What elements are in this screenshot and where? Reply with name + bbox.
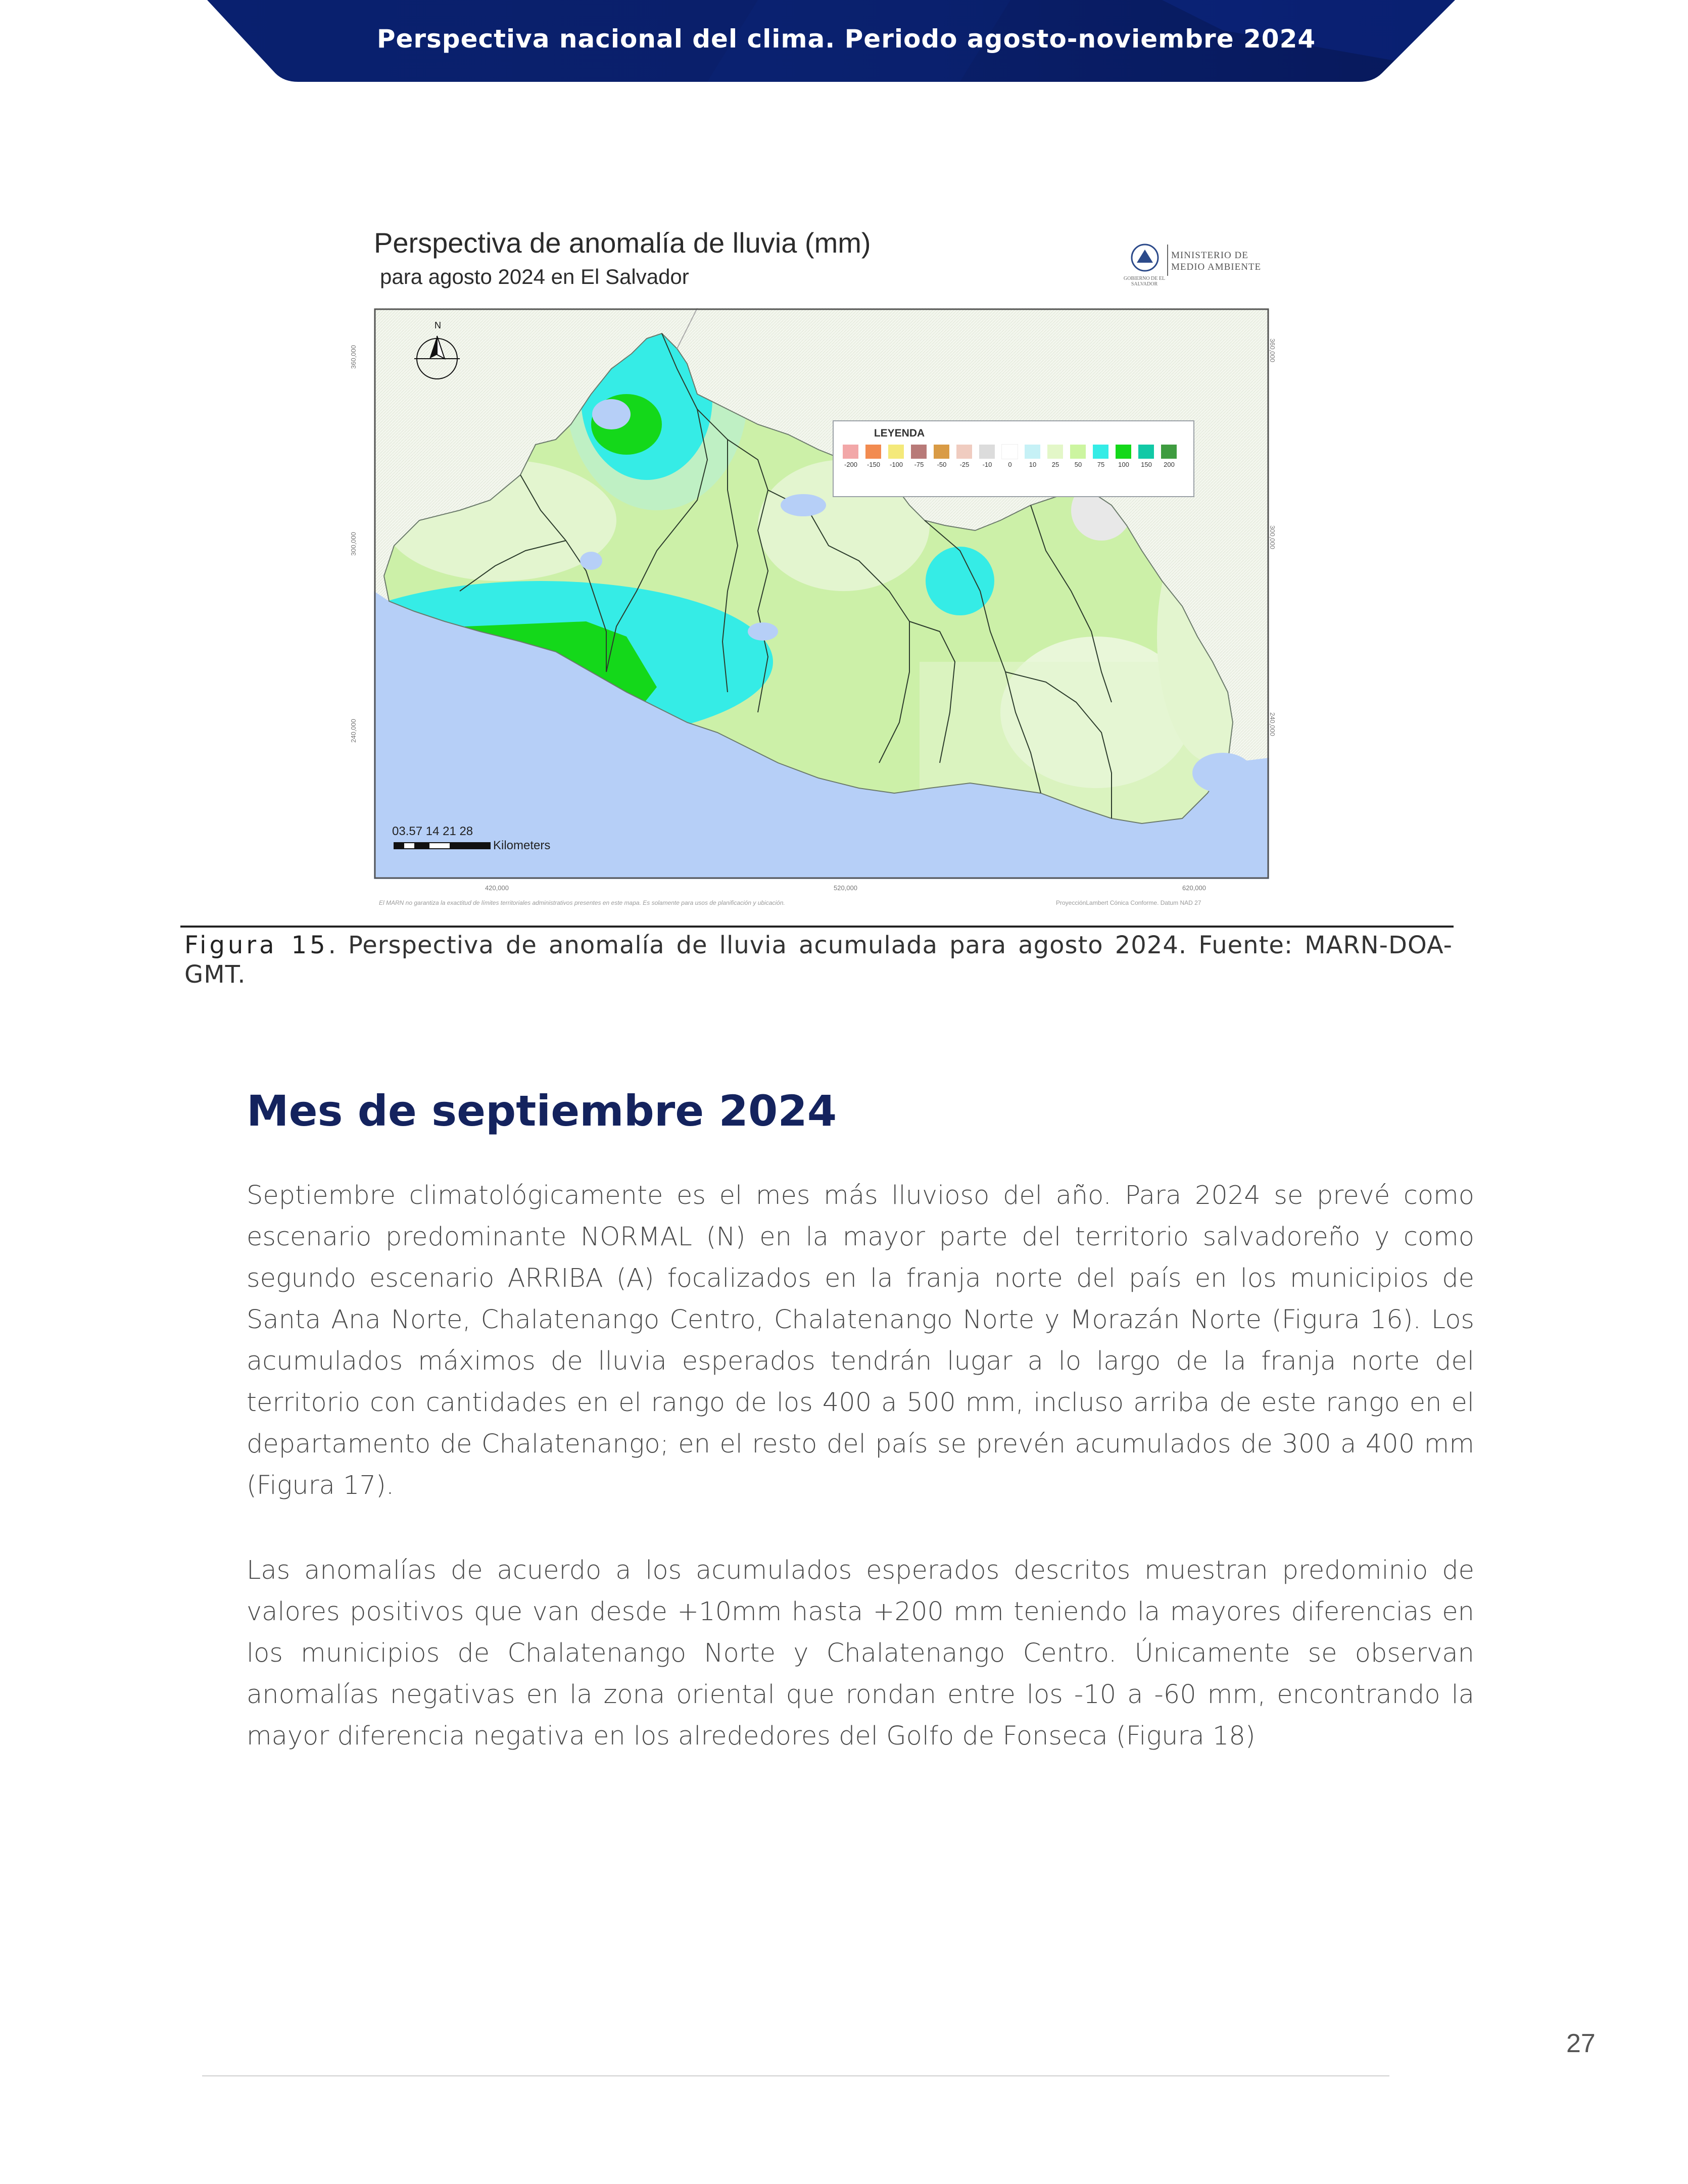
legend-swatch <box>865 445 881 459</box>
legend-item <box>1025 445 1042 468</box>
legend-title: LEYENDA <box>874 427 925 439</box>
legend-value: 0 <box>1008 461 1012 468</box>
map-subtitle: para agosto 2024 en El Salvador <box>380 265 689 288</box>
legend-value: -150 <box>866 461 881 468</box>
paragraph-1: Septiembre climatológicamente es el mes más lluvioso del año. Para 2024 se prevé como escenario predominante NORMAL (N) en la mayor parte del territorio salvadoreño y como segundo escenario ARRIBA (A) focalizados en la franja norte del país en los municipios de Santa Ana Norte, Chalatenango Centro, Chalatenango Norte y Morazán Norte (Figura 16). Los acumulados máximos de lluvia esperados tendrán lugar a lo largo de la franja norte del territorio con cantidades en el rango de los 400 a 500 mm, incluso arriba de este rango en el departamento de Chalatenango; en el resto del país se prevén acumulados de 300 a 400 mm (Figura 17). <box>247 1181 1474 1500</box>
section-title: Mes de septiembre 2024 <box>247 1086 837 1136</box>
legend-value: -10 <box>982 461 992 468</box>
legend-swatch <box>911 445 927 459</box>
legend-item <box>1002 445 1019 468</box>
legend-swatch <box>956 445 972 459</box>
legend-item <box>1138 445 1155 468</box>
footer-rule <box>202 2075 1389 2076</box>
rainfall-anomaly-map-figure <box>349 217 1278 925</box>
legend-item <box>843 445 860 468</box>
legend-swatch <box>888 445 904 459</box>
legend-swatch <box>1116 445 1131 459</box>
paragraph-2: Las anomalías de acuerdo a los acumulados esperados descritos muestran predominio de valores positivos que van desde +10mm hasta +200 mm teniendo la mayores diferencias en los municipios de Chalatenango Norte y Chalatenango Centro. Únicamente se observan anomalías negativas en la zona oriental que rondan entre los -10 a -60 mm, encontrando la mayor diferencia negativa en los alrededores del Golfo de Fonseca (Figura 18) <box>247 1556 1474 1751</box>
ministry-logo <box>1122 242 1273 293</box>
legend-swatch <box>1070 445 1086 459</box>
el-salvador-map <box>374 308 1269 879</box>
legend-swatch <box>934 445 949 459</box>
map-legend <box>833 420 1194 497</box>
legend-item <box>1047 445 1065 468</box>
legend-swatch <box>979 445 995 459</box>
caption-text: . Perspectiva de anomalía de lluvia acumulada para agosto 2024. Fuente: MARN-DOA-GMT. <box>184 931 1453 989</box>
legend-item <box>888 445 905 468</box>
legend-value: -200 <box>844 461 858 468</box>
north-label: N <box>435 320 441 330</box>
header-banner <box>0 0 1688 83</box>
lake-guija <box>592 399 631 429</box>
map-title: Perspectiva de anomalía de lluvia (mm) <box>374 227 871 259</box>
legend-value: -100 <box>889 461 903 468</box>
legend-value: 75 <box>1097 461 1105 468</box>
coord-x3: 620,000 <box>1182 884 1206 892</box>
lake-suchitlan <box>781 494 826 516</box>
coord-x1: 420,000 <box>485 884 509 892</box>
legend-item <box>911 445 928 468</box>
legend-value: 150 <box>1141 461 1152 468</box>
coat-of-arms-icon <box>1122 242 1168 276</box>
legend-value: 200 <box>1164 461 1175 468</box>
coord-y1-right: 360,000 <box>1269 338 1276 362</box>
legend-item <box>1116 445 1133 468</box>
caption-rule <box>180 926 1454 928</box>
figure-caption <box>184 931 1453 989</box>
legend-value: 50 <box>1074 461 1082 468</box>
lake-coatepeque <box>580 552 602 570</box>
legend-swatch <box>1093 445 1108 459</box>
legend-swatch <box>1002 445 1018 459</box>
coord-y1: 360,000 <box>350 345 357 369</box>
caption-label: Figura 15 <box>184 931 328 959</box>
map-projection: ProyecciónLambert Cónica Conforme. Datum NAD 27 <box>1056 899 1201 906</box>
legend-item <box>934 445 951 468</box>
legend-value: -75 <box>914 461 924 468</box>
legend-swatch <box>1047 445 1063 459</box>
document-header-title: Perspectiva nacional del clima. Periodo agosto-noviembre 2024 <box>376 24 1316 54</box>
legend-item <box>1070 445 1087 468</box>
ministry-sub: GOBIERNO DE EL SALVADOR <box>1123 276 1166 287</box>
legend-item <box>979 445 996 468</box>
lake-ilopango <box>748 622 778 641</box>
legend-item <box>956 445 974 468</box>
scale-bar <box>394 843 490 849</box>
gulf-of-fonseca <box>1192 753 1253 793</box>
coord-y2-right: 300,000 <box>1269 525 1276 549</box>
scale-numbers: 03.57 14 21 28 <box>392 824 473 838</box>
legend-value: -50 <box>937 461 947 468</box>
legend-swatch <box>1161 445 1177 459</box>
map-disclaimer: El MARN no garantiza la exactitud de límites territoriales administrativos presentes en este mapa. Es solamente para usos de planificación y ubicación. <box>379 899 785 906</box>
map-frame <box>374 308 1269 879</box>
coord-x2: 520,000 <box>834 884 857 892</box>
coord-y3-right: 240,000 <box>1269 712 1276 736</box>
legend-item <box>865 445 883 468</box>
coord-y2: 300,000 <box>350 532 357 556</box>
legend-value: 100 <box>1118 461 1129 468</box>
scale-unit: Kilometers <box>493 839 551 852</box>
legend-swatch <box>1138 445 1154 459</box>
legend-value: 10 <box>1029 461 1037 468</box>
legend-item <box>1161 445 1178 468</box>
page-number: 27 <box>1566 2029 1596 2058</box>
legend-item <box>1093 445 1110 468</box>
legend-value: 25 <box>1051 461 1059 468</box>
legend-value: -25 <box>959 461 970 468</box>
coord-y3: 240,000 <box>350 719 357 743</box>
legend-swatch <box>843 445 858 459</box>
ministry-label: MINISTERIO DE MEDIO AMBIENTE <box>1171 250 1262 272</box>
legend-swatch <box>1025 445 1040 459</box>
